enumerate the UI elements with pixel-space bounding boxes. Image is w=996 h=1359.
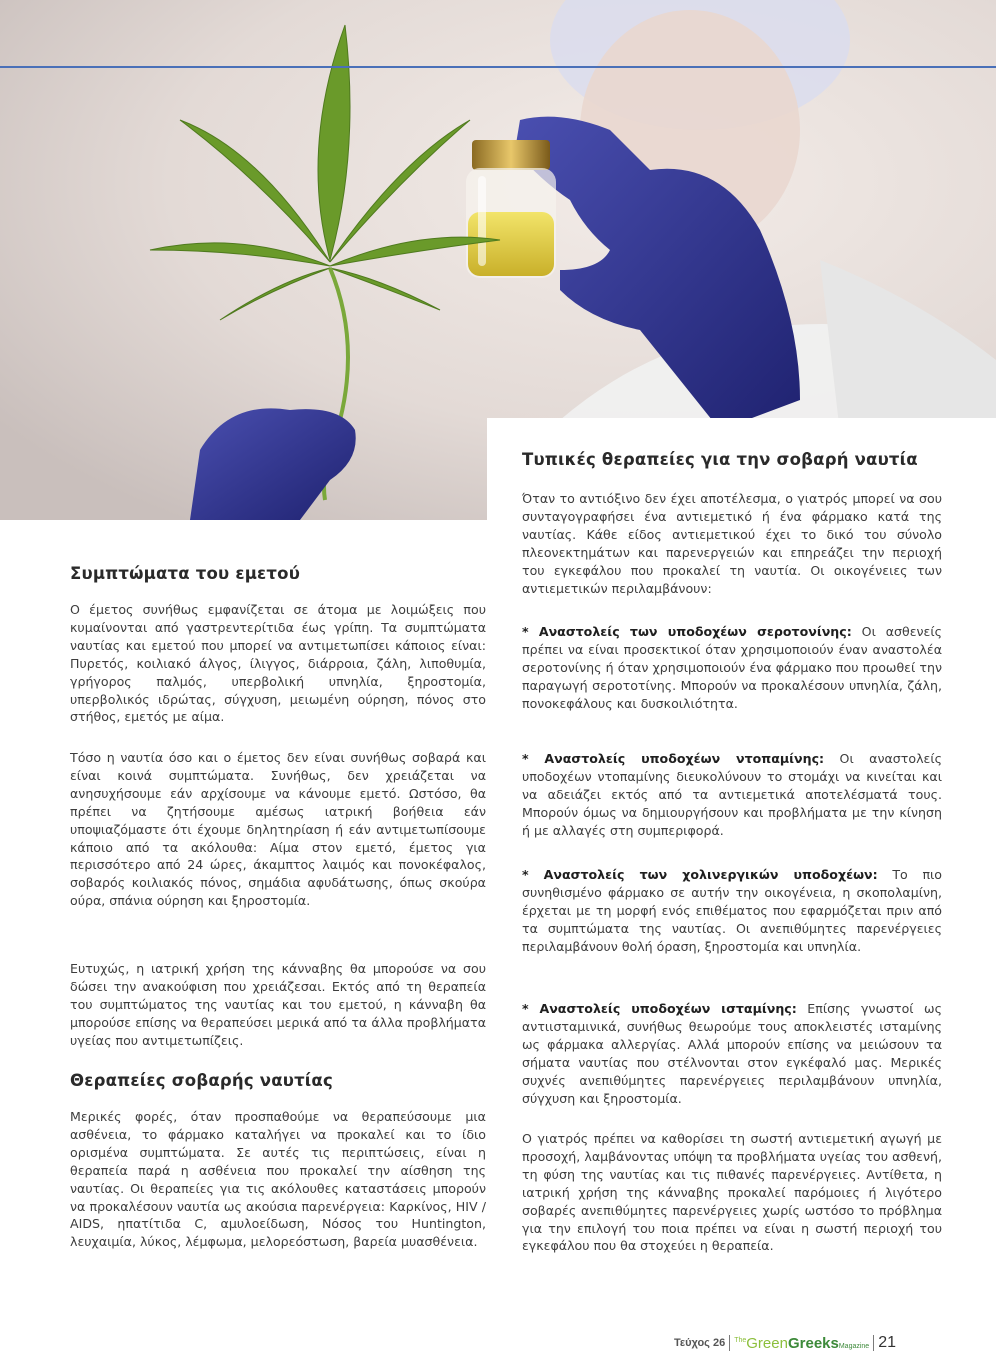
paragraph-symptoms-3: Ευτυχώς, η ιατρική χρήση της κάνναβης θα μπορούσε να σου δώσει την ανακούφιση που χρειάζεσαι. Εκτός από τη θεραπεία του συμπτώματος της ναυτίας και του εμετού, η κάνναβη θα μπορούσε επίσης να θεραπεύσει μερικά από τα άλλα προβλήματα υγείας που αντιμετωπίζεις. xyxy=(70,961,486,1048)
list-item-cholinergic xyxy=(522,866,942,956)
top-blue-rule xyxy=(0,66,996,68)
list-item-lead: * Αναστολείς υποδοχέων ισταμίνης: xyxy=(522,1001,797,1016)
footer-divider xyxy=(873,1335,874,1351)
paragraph-symptoms-1: Ο έμετος συνήθως εμφανίζεται σε άτομα με λοιμώξεις που κυμαίνονται από γαστρεντερίτιδα έως γρίπη. Τα συμπτώματα ναυτίας και εμετού που μπορεί να αντιμετωπίσει κάποιος είναι: Πυρετός, κοιλιακό άλγος, ίλιγγος, διάρροια, ζάλη, λιποθυμία, γρήγορος παλμός, υπερβολική υπνηλία, ξηροστομία, υπερβολικός ιδρώτας, σύγχυση, μειωμένη ούρηση, πόνος στο στήθος, εμετός με αίμα. xyxy=(70,602,486,725)
heading-typical-therapies: Τυπικές θεραπείες για την σοβαρή ναυτία xyxy=(522,450,918,469)
oil-jar xyxy=(466,140,556,278)
page-footer xyxy=(674,1333,954,1353)
heading-symptoms: Συμπτώματα του εμετού xyxy=(70,564,301,583)
magazine-logo xyxy=(734,1335,869,1352)
list-item-text: Οι ασθενείς πρέπει να είναι προσεκτικοί όταν χρησιμοποιούν έναν αναστολέα σεροτονίνης ή όταν χρησιμοποιούν ένα φάρμακο που προωθεί την παραγωγή σεροτοτίνης. Μπορούν να προκαλέσουν υπνηλία, ζάλη, πονοκεφάλους και δυσκοιλιότητα. xyxy=(522,624,942,711)
paragraph-severe-therapies: Μερικές φορές, όταν προσπαθούμε να θεραπεύσουμε μια ασθένεια, το φάρμακο καταλήγει να προκαλεί και το ίδιο ορισμένα συμπτώματα. Σε αυτές τις περιπτώσεις, είναι η θεραπεία παρά η ασθένεια που προκαλεί την αίσθηση της ναυτίας. Οι θεραπείες για τις ακόλουθες καταστάσεις μπορούν να προκαλέσουν ναυτία ως ακούσια παρενέργεια: Καρκίνος, HIV / AIDS, ηπατίτιδα C, αμυλοείδωση, Νόσος του Huntington, λευχαιμία, λύκος, λέμφωμα, μελορεόστωση, βαρεία μυασθένεια. xyxy=(70,1109,486,1250)
list-item-histamine xyxy=(522,1000,942,1107)
page-number: 21 xyxy=(878,1334,896,1351)
list-item-lead: * Αναστολείς υποδοχέων ντοπαμίνης: xyxy=(522,751,825,766)
list-item-text: Το πιο συνηθισμένο φάρμακο σε αυτήν την οικογένεια, η σκοπολαμίνη, έρχεται με τη μορφή ενός επιθέματος που εφαρμόζεται πριν από τα συμπτώματα της ναυτίας. Οι ανεπιθύμητες παρενέργειες περιλαμβάνουν θολή όραση, ξηροστομία και υπνηλία. xyxy=(522,867,943,954)
list-item-lead: * Αναστολείς των χολινεργικών υποδοχέων: xyxy=(522,867,878,882)
list-item-serotonin xyxy=(522,623,942,713)
list-item-dopamine xyxy=(522,750,942,840)
logo-greeks: Greeks xyxy=(787,1334,839,1352)
footer-divider xyxy=(729,1335,730,1351)
logo-magazine: Magazine xyxy=(838,1342,870,1350)
list-item-lead: * Αναστολείς των υποδοχέων σεροτονίνης: xyxy=(522,624,852,639)
list-item-text: Οι αναστολείς υποδοχέων ντοπαμίνης διευκολύνουν το στομάχι να κινείται και να αδειάζει εκτός από τα αντιεμετικά αποτελέσματά τους. Μπορούν όμως να δημιουργήσουν και προβλήματα με την κίνηση ή με αλλαγές στη συμπεριφορά. xyxy=(522,751,942,838)
issue-label: Τεύχος 26 xyxy=(674,1337,726,1349)
paragraph-symptoms-2: Τόσο η ναυτία όσο και ο έμετος δεν είναι συνήθως σοβαρά και είναι κοινά συμπτώματα. Συνήθως, δεν χρειάζεται να ανησυχήσουμε εάν αρχίσουμε να κάνουμε εμετό. Ωστόσο, θα πρέπει να ζητήσουμε αμέσως ιατρική βοήθεια εάν υποψιαζόμαστε ότι έχουμε δηλητηρίαση ή εάν αντιμετωπίσουμε κάποιο από τα ακόλουθα: Αίμα στον εμετό, έμετος για περισσότερο από 24 ώρες, άκαμπτος λαιμός και πονοκέφαλος, σοβαρός κοιλιακός πόνος, σημάδια αφυδάτωσης, όπως σκούρα ούρα, σπάνια ούρηση και ξηροστομία. xyxy=(70,750,486,909)
heading-severe-therapies: Θεραπείες σοβαρής ναυτίας xyxy=(70,1071,333,1090)
logo-the: The xyxy=(734,1336,747,1344)
list-item-text: Επίσης γνωστοί ως αντιισταμινικά, συνήθως θεωρούμε τους αποκλειστές ισταμίνης ως φάρμακα αλλεργίας. Αλλά μπορούν επίσης να μειώσουν τα σήματα ναυτίας που στέλνονται στον εγκέφαλό μας. Μερικές συχνές ανεπιθύμητες παρενέργειες περιλαμβάνουν υπνηλία, σύγχυση και ξηροστομία. xyxy=(522,1001,942,1106)
paragraph-typical-intro: Όταν το αντιόξινο δεν έχει αποτέλεσμα, ο γιατρός μπορεί να σου συνταγογραφήσει ένα αντιεμετικό ή ένα φάρμακο κατά της ναυτίας. Κάθε είδος αντιεμετικού έχει το δικό του σύνολο πλεονεκτημάτων και παρενεργειών και επηρεάζει την περιοχή του εγκεφάλου που προκαλεί τη ναυτία. Οι οικογένειες των αντιεμετικών περιλαμβάνουν: xyxy=(522,491,942,596)
logo-green: Green xyxy=(746,1334,788,1352)
paragraph-typical-closing: Ο γιατρός πρέπει να καθορίσει τη σωστή αντιεμετική αγωγή με προσοχή, λαμβάνοντας υπόψη τα προβλήματα υγείας του ασθενή, τη φύση της ναυτίας και τις πιθανές παρενέργειες. Αντίθετα, η ιατρική χρήση της κάνναβης προκαλεί παρόμοιες ή λιγότερο σοβαρές ανεπιθύμητες παρενέργειες χωρίς ωστόσο το πρόβλημα για την επιλογή του ποια πρέπει να είναι η σωστή περιοχή του εγκεφάλου που θα στοχεύει η θεραπεία. xyxy=(522,1131,942,1254)
